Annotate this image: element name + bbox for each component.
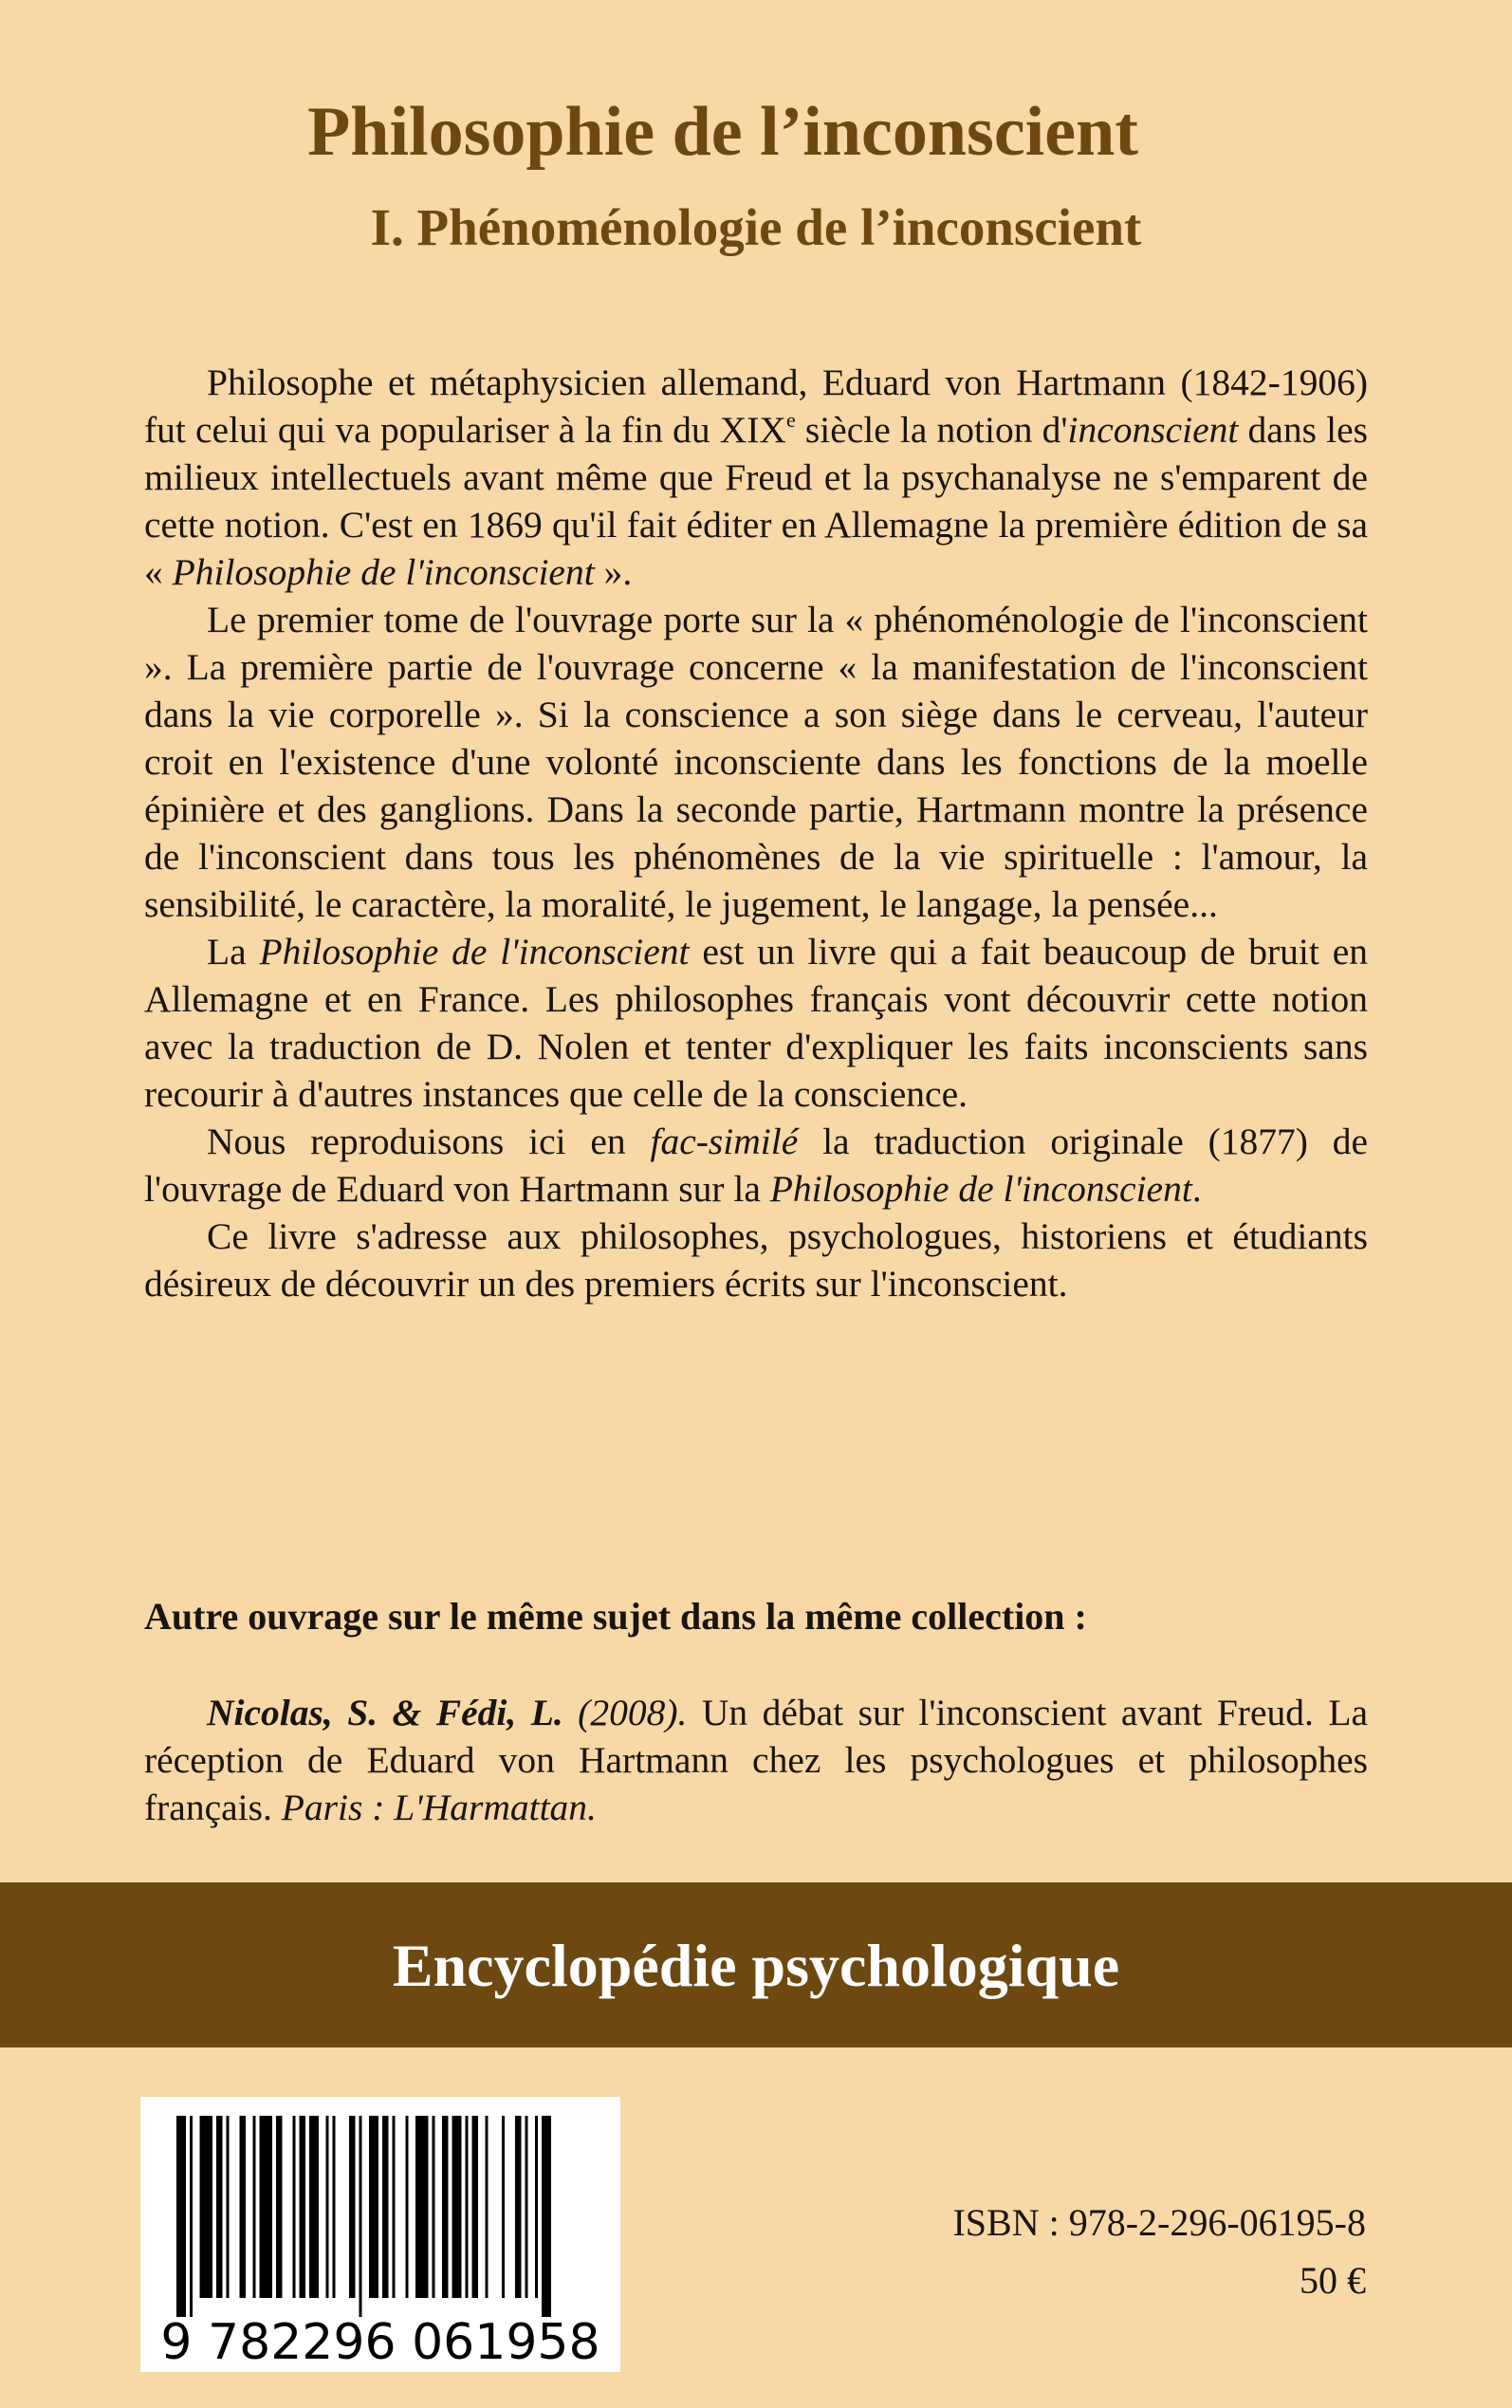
barcode	[140, 2097, 620, 2372]
barcode-bar	[472, 2116, 479, 2298]
barcode-bar	[190, 2116, 193, 2317]
book-subtitle: I. Phénoménologie de l’inconscient	[370, 198, 1142, 256]
barcode-bar	[515, 2116, 522, 2298]
barcode-bar	[393, 2116, 396, 2298]
barcode-bar	[200, 2116, 213, 2298]
barcode-bar	[293, 2116, 296, 2298]
isbn: ISBN : 978-2-296-06195-8	[952, 2201, 1366, 2244]
description-body	[144, 359, 1368, 1307]
barcode-bar	[240, 2116, 247, 2298]
barcode-bar	[466, 2116, 469, 2298]
barcode-bar	[433, 2116, 435, 2298]
barcode-bar	[333, 2116, 336, 2298]
description-paragraph-2: Le premier tome de l'ouvrage porte sur la « phénoménologie de l'inconscient ». La première partie de l'ouvrage concerne « la manifestation de l'inconscient dans la vie corporelle ». Si la conscience a son siège dans le cerveau, l'auteur croit en l'existence d'une volonté inconsciente dans les fonctions de la moelle épinière et des ganglions. Dans la seconde partie, Hartmann montre la présence de l'inconscient dans tous les phénomènes de la vie spirituelle : l'amour, la sensibilité, le caractère, la moralité, le jugement, le langage, la pensée...	[144, 599, 1368, 925]
barcode-bar	[486, 2116, 489, 2298]
reference-publisher: Paris : L'Harmattan.	[281, 1787, 597, 1828]
barcode-bar	[309, 2116, 319, 2298]
barcode-bar	[406, 2116, 409, 2298]
barcode-bar	[260, 2116, 273, 2298]
barcode-digits: 9 782296 061958	[160, 2314, 600, 2371]
barcode-bar	[253, 2116, 256, 2298]
other-work-reference	[144, 1689, 1368, 1831]
reference-authors: Nicolas, S. & Fédi, L.	[207, 1692, 563, 1733]
barcode-bar	[360, 2116, 362, 2317]
barcode-bar	[276, 2116, 283, 2298]
description-paragraph-5: Ce livre s'adresse aux philosophes, psychologues, historiens et étudiants désireux de découvrir un des premiers écrits sur l'inconscient.	[144, 1215, 1368, 1305]
description-paragraph-4: Nous reproduisons ici en fac-similé la traduction originale (1877) de l'ouvrage de Eduard von Hartmann sur la Philosophie de l'inconscient.	[144, 1121, 1368, 1210]
description-paragraph-1: Philosophe et métaphysicien allemand, Eduard von Hartmann (1842-1906) fut celui qui va populariser à la fin du XIXe siècle la notion d'inconscient dans les milieux intellectuels avant même que Freud et la psychanalyse ne s'emparent de cette notion. C'est en 1869 qu'il fait éditer en Allemagne la première édition de sa « Philosophie de l'inconscient ».	[144, 361, 1368, 593]
book-title: Philosophie de l’inconscient	[307, 93, 1138, 171]
barcode-bar	[542, 2116, 551, 2317]
barcode-bar	[526, 2116, 528, 2298]
reference-year: (2008).	[562, 1692, 688, 1733]
barcode-bar	[452, 2116, 462, 2298]
barcode-icon	[140, 2097, 620, 2372]
barcode-bar	[369, 2116, 378, 2298]
barcode-bar	[442, 2116, 449, 2298]
barcode-bar	[382, 2116, 389, 2298]
barcode-bar	[349, 2116, 356, 2298]
barcode-bar	[176, 2116, 186, 2317]
description-paragraph-3: La Philosophie de l'inconscient est un livre qui a fait beaucoup de bruit en Allemagne et en France. Les philosophes français vont découvrir cette notion avec la traduction de D. Nolen et tenter d'expliquer les faits inconscients sans recourir à d'autres instances que celle de la conscience.	[144, 931, 1368, 1115]
reference-title: Un débat sur l'inconscient avant Freud. La réception de Eduard von Hartmann chez les psychologues et philosophes français.	[144, 1692, 1368, 1828]
barcode-bar	[535, 2116, 538, 2298]
barcode-bar	[216, 2116, 223, 2298]
other-works-heading: Autre ouvrage sur le même sujet dans la même collection :	[144, 1595, 1087, 1638]
barcode-bar	[326, 2116, 329, 2298]
price: 50 €	[1300, 2259, 1366, 2302]
collection-name: Encyclopédie psychologique	[392, 1932, 1120, 1999]
barcode-bar	[502, 2116, 505, 2298]
barcode-bar	[300, 2116, 306, 2298]
barcode-bar	[227, 2116, 230, 2298]
barcode-bar	[415, 2116, 429, 2298]
